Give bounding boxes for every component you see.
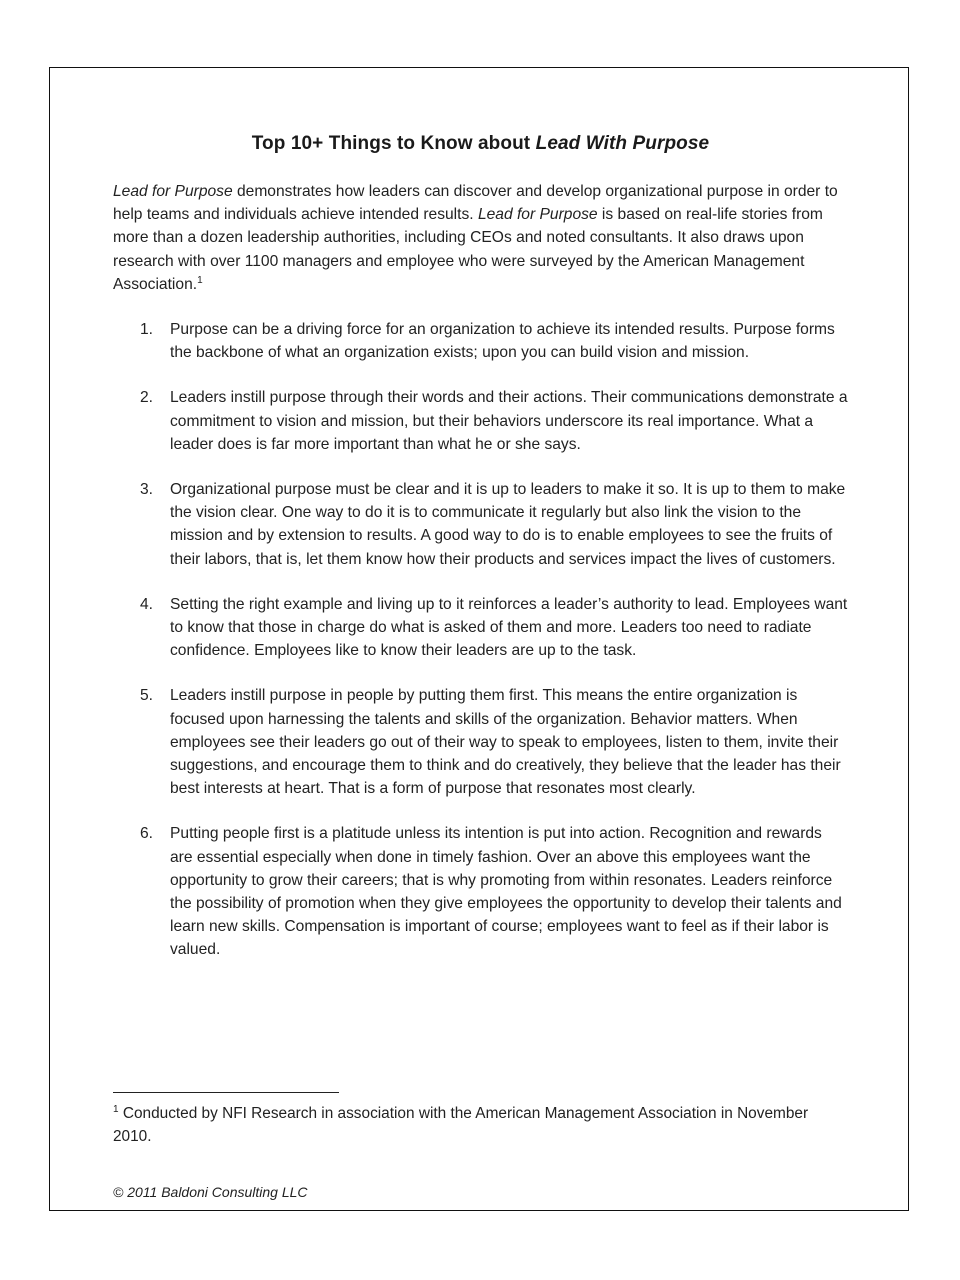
footnote-text: Conducted by NFI Research in association with the American Management Association in November 2010.	[113, 1105, 809, 1146]
intro-text-2: is based on real-life stories from more than a dozen leadership authorities, including CEOs and noted consultants. It also draws upon research with over 1100 managers and employee who were surveyed by the American Management Association.	[113, 206, 823, 293]
list-item-text: Leaders instill purpose in people by putting them first. This means the entire organization is focused upon harnessing the talents and skills of the organization. Behavior matters. When employees see their leaders go out of their way to speak to employees, listen to them, invite their suggestions, and encourage them to think and do creatively, they believe that the leader has their best interests at heart. That is a form of purpose that resonates most clearly.	[170, 687, 841, 798]
footnote-reference: 1	[197, 274, 203, 286]
title-prefix: Top 10+ Things to Know about	[251, 133, 536, 154]
intro-paragraph	[113, 180, 848, 296]
list-item-number: 3.	[140, 481, 154, 499]
list-item-text: Organizational purpose must be clear and it is up to leaders to make it so. It is up to them to make the vision clear. One way to do it is to communicate it regularly but also link the vision to the mission and by extension to results. A good way to do is to enable employees to see the fruits of their labors, that is, let them know how their products and services impact the lives of customers.	[170, 481, 846, 568]
footnote	[113, 1102, 848, 1148]
list-item	[113, 822, 848, 961]
list-item	[113, 684, 848, 800]
list-item-number: 2.	[140, 389, 154, 407]
list-item	[113, 478, 848, 571]
list-item-text: Putting people first is a platitude unless its intention is put into action. Recognition and rewards are essential especially when done in timely fashion. Over an above this employees want the opportunity to grow their careers; that is why promoting from within resonates. Leaders reinforce the possibility of promotion when they give employees the opportunity to develop their talents and learn new skills. Compensation is important of course; employees want to feel as if their labor is valued.	[170, 825, 842, 959]
list-item-number: 6.	[140, 825, 154, 843]
list-item	[113, 318, 848, 364]
copyright-notice: © 2011 Baldoni Consulting LLC	[113, 1184, 308, 1200]
numbered-list	[113, 318, 848, 984]
list-item-text: Purpose can be a driving force for an organization to achieve its intended results. Purpose forms the backbone of what an organization exists; upon you can build vision and mission.	[170, 321, 835, 362]
list-item-number: 1.	[140, 321, 154, 338]
list-item-text: Leaders instill purpose through their words and their actions. Their communications demonstrate a commitment to vision and mission, but their behaviors underscore its real importance. What a leader does is far more important than what he or she says.	[170, 389, 848, 453]
list-item-number: 5.	[140, 687, 154, 705]
list-item	[113, 386, 848, 456]
list-item	[113, 593, 848, 663]
intro-book-name-2: Lead for Purpose	[477, 206, 598, 224]
intro-book-name-1: Lead for Purpose	[113, 183, 233, 200]
document-title	[113, 133, 848, 155]
intro-text-1: demonstrates how leaders can discover and develop organizational purpose in order to help teams and individuals achieve intended results.	[113, 183, 838, 224]
title-book-name: Lead With Purpose	[535, 133, 710, 154]
footnote-marker: 1	[113, 1104, 119, 1115]
footnote-separator	[113, 1092, 339, 1093]
list-item-text: Setting the right example and living up to it reinforces a leader’s authority to lead. Employees want to know that those in charge do what is asked of them and more. Leaders too need to radiate confidence. Employees like to know their leaders are up to the task.	[170, 595, 848, 660]
list-item-number: 4.	[140, 595, 154, 613]
